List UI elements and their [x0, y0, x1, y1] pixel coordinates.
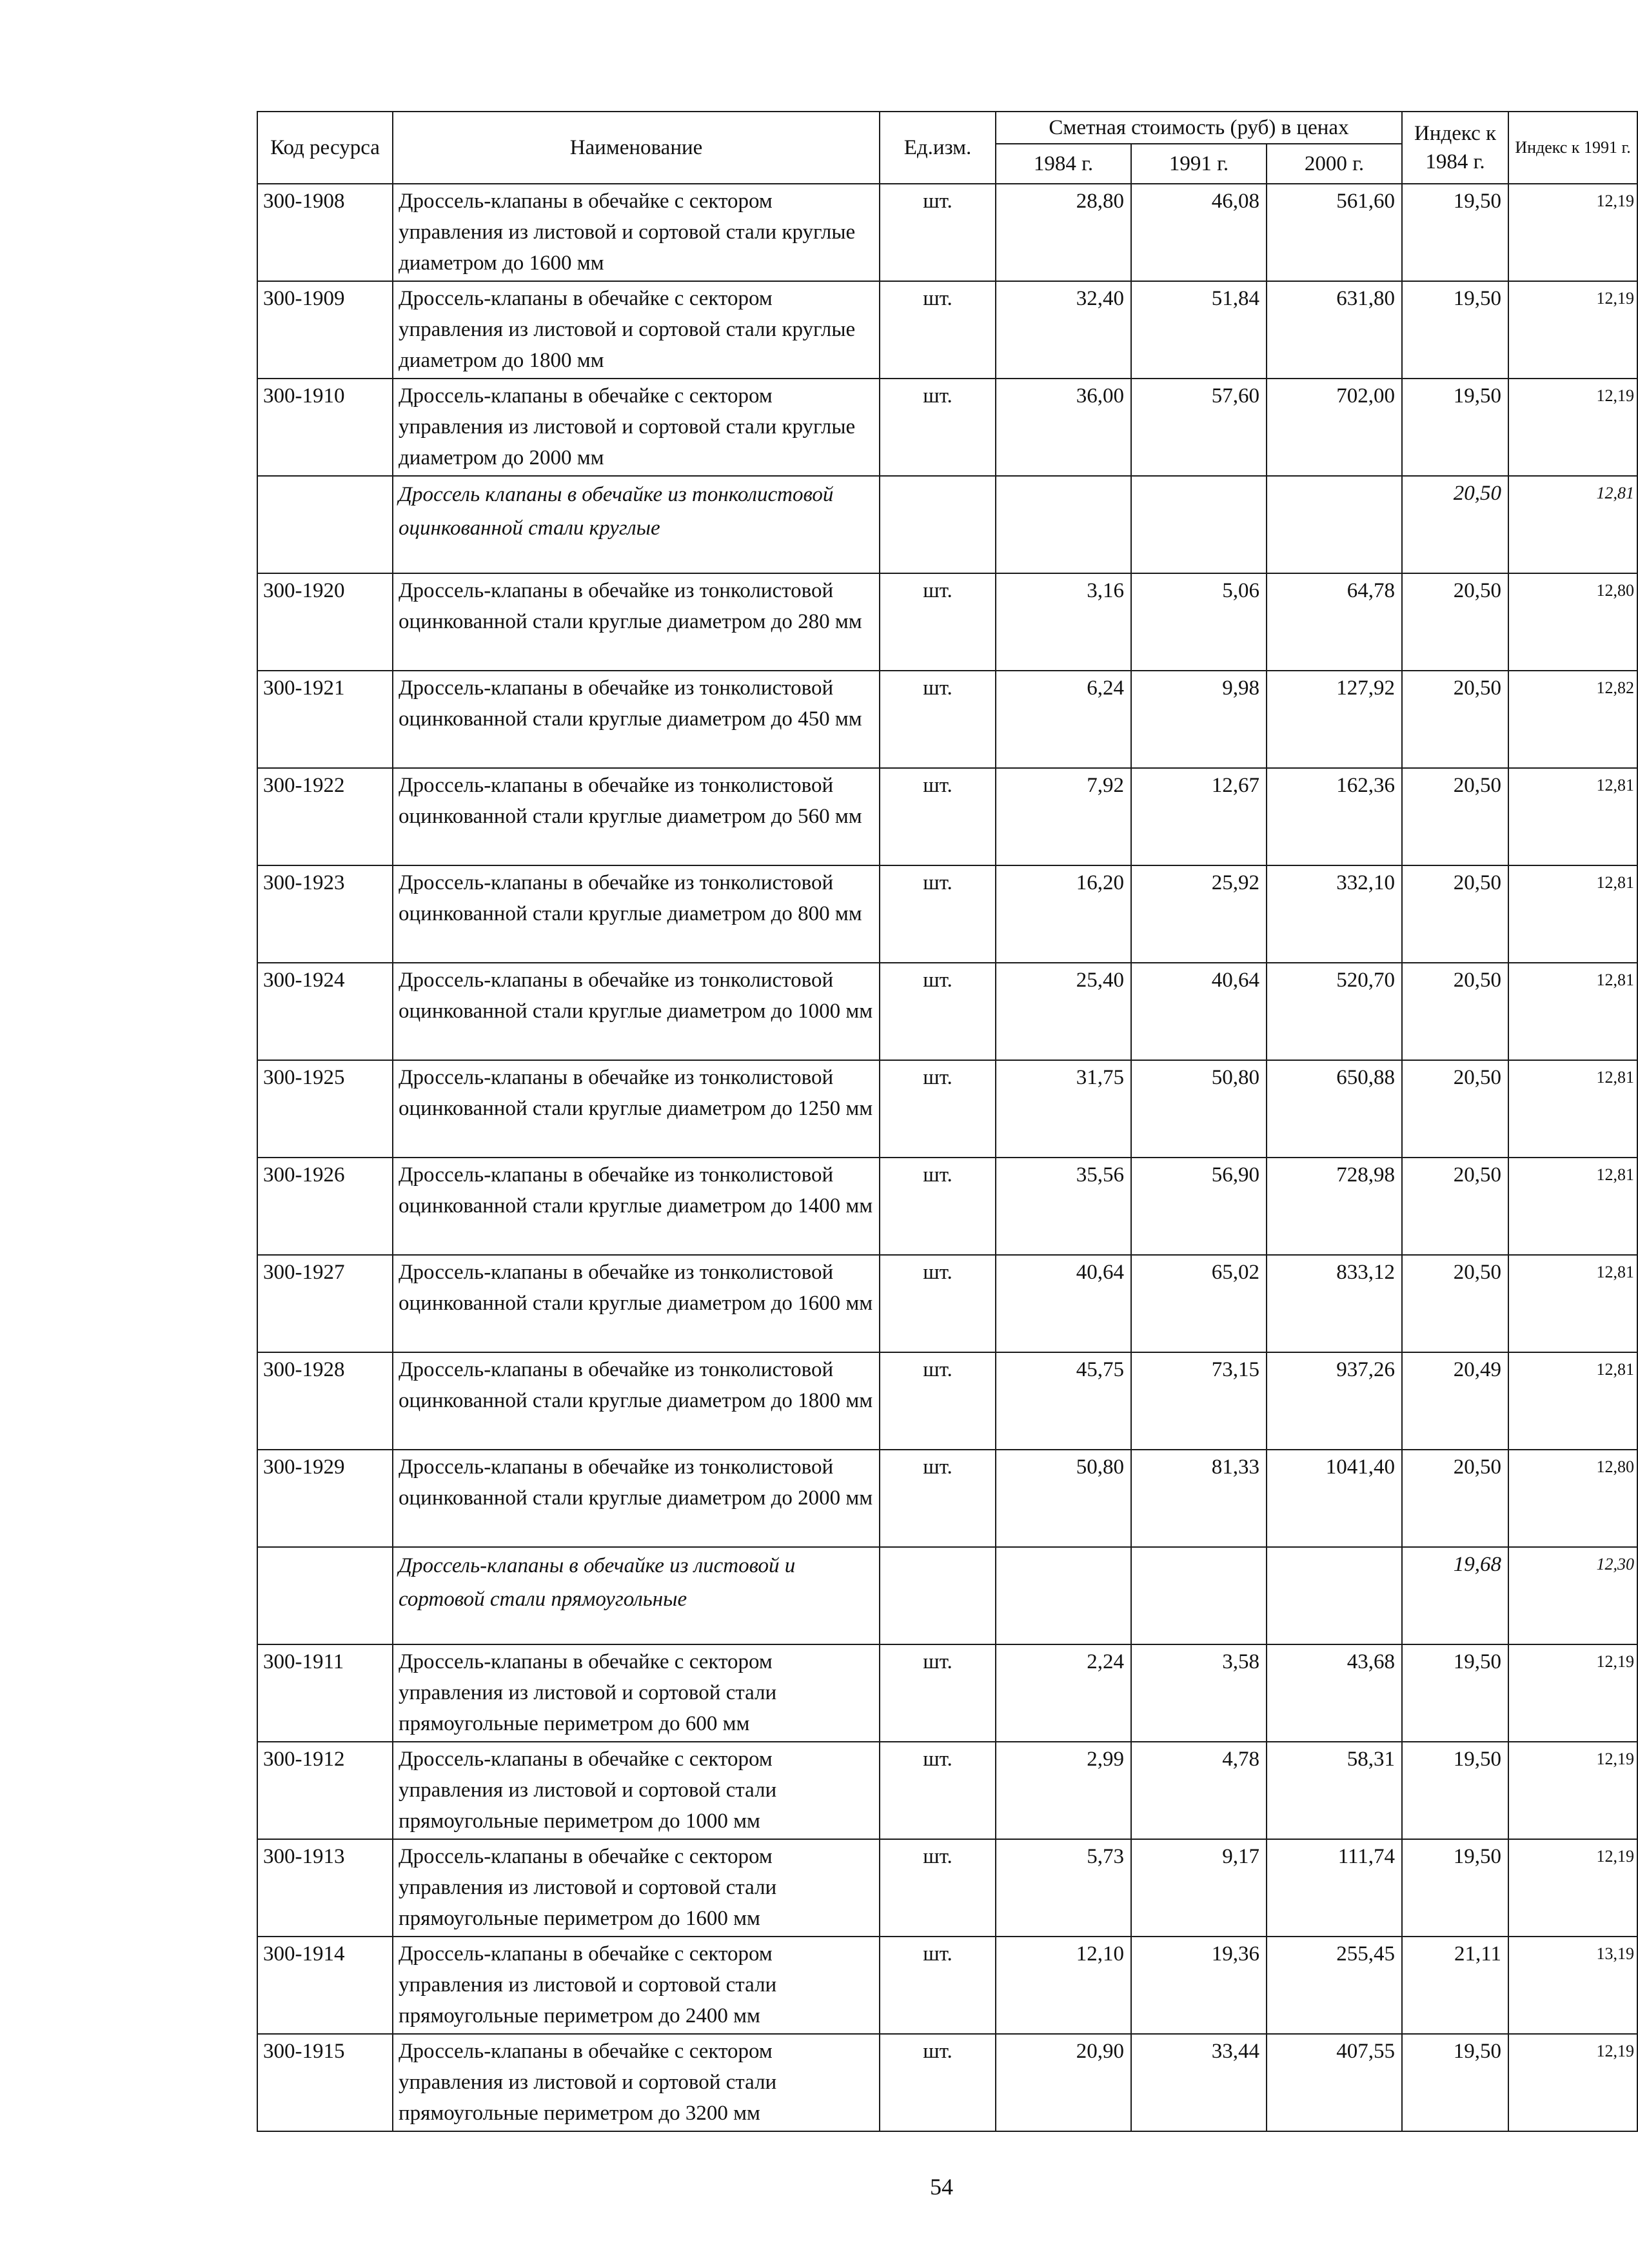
table-row	[257, 1839, 1637, 1937]
header-year-1984: 1984 г.	[996, 144, 1131, 184]
unit-cell: шт.	[880, 281, 996, 379]
resource-code-cell: 300-1920	[257, 573, 393, 671]
index-1984-cell: 20,50	[1402, 476, 1508, 573]
table-row	[257, 768, 1637, 865]
table-row	[257, 2034, 1637, 2131]
cost-1991-cell: 3,58	[1131, 1644, 1267, 1742]
resource-name-cell: Дроссель-клапаны в обечайке с сектором управления из листовой и сортовой стали круглые диаметром до 1800 мм	[393, 281, 880, 379]
resource-code-cell: 300-1926	[257, 1158, 393, 1255]
cost-2000-cell: 407,55	[1267, 2034, 1402, 2131]
cost-2000-cell	[1267, 1547, 1402, 1644]
cost-1984-cell: 45,75	[996, 1352, 1131, 1450]
resource-code-cell: 300-1908	[257, 184, 393, 281]
cost-1991-cell: 9,17	[1131, 1839, 1267, 1937]
table-row	[257, 379, 1637, 476]
table-body	[257, 184, 1637, 2131]
header-code: Код ресурса	[257, 112, 393, 184]
index-1991-cell: 12,81	[1508, 1158, 1637, 1255]
table-row	[257, 671, 1637, 768]
table-row	[257, 1158, 1637, 1255]
index-1991-cell: 12,81	[1508, 963, 1637, 1060]
resource-code-cell	[257, 1547, 393, 1644]
index-1991-cell: 12,80	[1508, 573, 1637, 671]
unit-cell	[880, 476, 996, 573]
resource-code-cell: 300-1909	[257, 281, 393, 379]
cost-1991-cell: 9,98	[1131, 671, 1267, 768]
cost-1991-cell: 40,64	[1131, 963, 1267, 1060]
cost-2000-cell: 728,98	[1267, 1158, 1402, 1255]
cost-1984-cell: 50,80	[996, 1450, 1131, 1547]
table-row	[257, 1450, 1637, 1547]
unit-cell: шт.	[880, 1352, 996, 1450]
cost-2000-cell: 833,12	[1267, 1255, 1402, 1352]
cost-2000-cell: 1041,40	[1267, 1450, 1402, 1547]
resource-name-cell: Дроссель-клапаны в обечайке из листовой и сортовой стали прямоугольные	[393, 1547, 880, 1644]
cost-1984-cell: 28,80	[996, 184, 1131, 281]
index-1984-cell: 20,50	[1402, 1255, 1508, 1352]
cost-1984-cell	[996, 476, 1131, 573]
resource-name-cell: Дроссель-клапаны в обечайке с сектором управления из листовой и сортовой стали прямоугольные периметром до 1600 мм	[393, 1839, 880, 1937]
index-1991-cell: 12,19	[1508, 281, 1637, 379]
index-1984-cell: 20,50	[1402, 1450, 1508, 1547]
resource-code-cell: 300-1914	[257, 1937, 393, 2034]
header-year-2000: 2000 г.	[1267, 144, 1402, 184]
index-1984-cell: 20,50	[1402, 963, 1508, 1060]
index-1991-cell: 12,81	[1508, 1352, 1637, 1450]
page-number: 54	[930, 2174, 953, 2200]
resource-code-cell: 300-1913	[257, 1839, 393, 1937]
index-1984-cell: 21,11	[1402, 1937, 1508, 2034]
cost-1984-cell: 36,00	[996, 379, 1131, 476]
cost-1991-cell: 4,78	[1131, 1742, 1267, 1839]
table-row	[257, 1742, 1637, 1839]
resource-name-cell: Дроссель-клапаны в обечайке из тонколистовой оцинкованной стали круглые диаметром до 560 мм	[393, 768, 880, 865]
index-1984-cell: 20,50	[1402, 865, 1508, 963]
resource-code-cell: 300-1927	[257, 1255, 393, 1352]
cost-2000-cell: 631,80	[1267, 281, 1402, 379]
index-1991-cell: 12,81	[1508, 768, 1637, 865]
table-row	[257, 1060, 1637, 1158]
cost-1984-cell: 31,75	[996, 1060, 1131, 1158]
unit-cell: шт.	[880, 963, 996, 1060]
unit-cell: шт.	[880, 184, 996, 281]
cost-1991-cell: 5,06	[1131, 573, 1267, 671]
price-table	[257, 111, 1638, 2132]
cost-1984-cell: 32,40	[996, 281, 1131, 379]
cost-1984-cell: 3,16	[996, 573, 1131, 671]
cost-2000-cell: 127,92	[1267, 671, 1402, 768]
cost-2000-cell: 58,31	[1267, 1742, 1402, 1839]
unit-cell: шт.	[880, 1158, 996, 1255]
cost-1984-cell	[996, 1547, 1131, 1644]
cost-1984-cell: 6,24	[996, 671, 1131, 768]
cost-2000-cell: 43,68	[1267, 1644, 1402, 1742]
unit-cell: шт.	[880, 2034, 996, 2131]
resource-code-cell: 300-1929	[257, 1450, 393, 1547]
index-1991-cell: 12,19	[1508, 2034, 1637, 2131]
unit-cell: шт.	[880, 379, 996, 476]
index-1991-cell: 12,80	[1508, 1450, 1637, 1547]
cost-1984-cell: 2,99	[996, 1742, 1131, 1839]
cost-1991-cell: 56,90	[1131, 1158, 1267, 1255]
table-row	[257, 1352, 1637, 1450]
cost-2000-cell: 520,70	[1267, 963, 1402, 1060]
group-row	[257, 476, 1637, 573]
index-1991-cell: 13,19	[1508, 1937, 1637, 2034]
resource-name-cell: Дроссель-клапаны в обечайке из тонколистовой оцинкованной стали круглые диаметром до 450 мм	[393, 671, 880, 768]
table-row	[257, 184, 1637, 281]
header-year-1991: 1991 г.	[1131, 144, 1267, 184]
index-1984-cell: 19,50	[1402, 1742, 1508, 1839]
cost-2000-cell: 702,00	[1267, 379, 1402, 476]
unit-cell: шт.	[880, 865, 996, 963]
index-1984-cell: 19,50	[1402, 1839, 1508, 1937]
cost-2000-cell: 332,10	[1267, 865, 1402, 963]
index-1984-cell: 20,50	[1402, 573, 1508, 671]
table-row	[257, 1937, 1637, 2034]
index-1991-cell: 12,81	[1508, 476, 1637, 573]
unit-cell: шт.	[880, 1060, 996, 1158]
resource-name-cell: Дроссель-клапаны в обечайке из тонколистовой оцинкованной стали круглые диаметром до 2000 мм	[393, 1450, 880, 1547]
cost-1984-cell: 12,10	[996, 1937, 1131, 2034]
resource-code-cell: 300-1922	[257, 768, 393, 865]
cost-1984-cell: 2,24	[996, 1644, 1131, 1742]
index-1991-cell: 12,19	[1508, 184, 1637, 281]
index-1991-cell: 12,19	[1508, 1742, 1637, 1839]
cost-1984-cell: 5,73	[996, 1839, 1131, 1937]
index-1991-cell: 12,81	[1508, 1255, 1637, 1352]
cost-1991-cell: 33,44	[1131, 2034, 1267, 2131]
group-row	[257, 1547, 1637, 1644]
resource-code-cell: 300-1911	[257, 1644, 393, 1742]
resource-name-cell: Дроссель-клапаны в обечайке из тонколистовой оцинкованной стали круглые диаметром до 1400 мм	[393, 1158, 880, 1255]
index-1984-cell: 20,49	[1402, 1352, 1508, 1450]
resource-code-cell: 300-1924	[257, 963, 393, 1060]
table-row	[257, 865, 1637, 963]
cost-1984-cell: 16,20	[996, 865, 1131, 963]
cost-1991-cell: 81,33	[1131, 1450, 1267, 1547]
index-1984-cell: 19,50	[1402, 379, 1508, 476]
cost-2000-cell: 937,26	[1267, 1352, 1402, 1450]
resource-name-cell: Дроссель-клапаны в обечайке из тонколистовой оцинкованной стали круглые диаметром до 1000 мм	[393, 963, 880, 1060]
resource-code-cell: 300-1921	[257, 671, 393, 768]
unit-cell: шт.	[880, 1742, 996, 1839]
resource-code-cell	[257, 476, 393, 573]
resource-name-cell: Дроссель-клапаны в обечайке с сектором управления из листовой и сортовой стали прямоугольные периметром до 1000 мм	[393, 1742, 880, 1839]
index-1991-cell: 12,81	[1508, 1060, 1637, 1158]
header-index-1991: Индекс к 1991 г.	[1508, 112, 1637, 184]
resource-name-cell: Дроссель-клапаны в обечайке с сектором управления из листовой и сортовой стали прямоугольные периметром до 3200 мм	[393, 2034, 880, 2131]
resource-code-cell: 300-1915	[257, 2034, 393, 2131]
header-name: Наименование	[393, 112, 880, 184]
unit-cell: шт.	[880, 671, 996, 768]
resource-name-cell: Дроссель-клапаны в обечайке из тонколистовой оцинкованной стали круглые диаметром до 280 мм	[393, 573, 880, 671]
resource-name-cell: Дроссель-клапаны в обечайке с сектором управления из листовой и сортовой стали прямоугольные периметром до 600 мм	[393, 1644, 880, 1742]
index-1984-cell: 20,50	[1402, 768, 1508, 865]
cost-1984-cell: 20,90	[996, 2034, 1131, 2131]
table-row	[257, 963, 1637, 1060]
unit-cell: шт.	[880, 1450, 996, 1547]
cost-1991-cell: 73,15	[1131, 1352, 1267, 1450]
cost-1984-cell: 7,92	[996, 768, 1131, 865]
cost-1991-cell: 25,92	[1131, 865, 1267, 963]
cost-2000-cell: 111,74	[1267, 1839, 1402, 1937]
cost-2000-cell	[1267, 476, 1402, 573]
resource-code-cell: 300-1925	[257, 1060, 393, 1158]
resource-name-cell: Дроссель клапаны в обечайке из тонколистовой оцинкованной стали круглые	[393, 476, 880, 573]
resource-code-cell: 300-1928	[257, 1352, 393, 1450]
index-1984-cell: 19,50	[1402, 184, 1508, 281]
resource-name-cell: Дроссель-клапаны в обечайке из тонколистовой оцинкованной стали круглые диаметром до 1600 мм	[393, 1255, 880, 1352]
cost-1991-cell: 51,84	[1131, 281, 1267, 379]
cost-1991-cell	[1131, 1547, 1267, 1644]
resource-name-cell: Дроссель-клапаны в обечайке из тонколистовой оцинкованной стали круглые диаметром до 1250 мм	[393, 1060, 880, 1158]
cost-1991-cell: 65,02	[1131, 1255, 1267, 1352]
header-index-1984: Индекс к 1984 г.	[1402, 112, 1508, 184]
resource-code-cell: 300-1910	[257, 379, 393, 476]
index-1991-cell: 12,30	[1508, 1547, 1637, 1644]
cost-1984-cell: 25,40	[996, 963, 1131, 1060]
header-cost-group: Сметная стоимость (руб) в ценах	[996, 112, 1402, 144]
index-1991-cell: 12,82	[1508, 671, 1637, 768]
unit-cell: шт.	[880, 1644, 996, 1742]
index-1991-cell: 12,81	[1508, 865, 1637, 963]
resource-name-cell: Дроссель-клапаны в обечайке с сектором управления из листовой и сортовой стали круглые диаметром до 1600 мм	[393, 184, 880, 281]
cost-1991-cell	[1131, 476, 1267, 573]
cost-1991-cell: 57,60	[1131, 379, 1267, 476]
table-row	[257, 573, 1637, 671]
table-row	[257, 281, 1637, 379]
table-header	[257, 112, 1637, 184]
cost-1984-cell: 40,64	[996, 1255, 1131, 1352]
cost-1991-cell: 46,08	[1131, 184, 1267, 281]
resource-name-cell: Дроссель-клапаны в обечайке с сектором управления из листовой и сортовой стали прямоугольные периметром до 2400 мм	[393, 1937, 880, 2034]
cost-1991-cell: 50,80	[1131, 1060, 1267, 1158]
resource-code-cell: 300-1923	[257, 865, 393, 963]
index-1984-cell: 20,50	[1402, 1060, 1508, 1158]
cost-2000-cell: 162,36	[1267, 768, 1402, 865]
index-1991-cell: 12,19	[1508, 1839, 1637, 1937]
table-row	[257, 1255, 1637, 1352]
cost-2000-cell: 650,88	[1267, 1060, 1402, 1158]
index-1984-cell: 19,50	[1402, 281, 1508, 379]
resource-name-cell: Дроссель-клапаны в обечайке из тонколистовой оцинкованной стали круглые диаметром до 800 мм	[393, 865, 880, 963]
index-1984-cell: 20,50	[1402, 1158, 1508, 1255]
unit-cell: шт.	[880, 1937, 996, 2034]
unit-cell: шт.	[880, 1255, 996, 1352]
table-row	[257, 1644, 1637, 1742]
cost-2000-cell: 255,45	[1267, 1937, 1402, 2034]
index-1984-cell: 19,50	[1402, 1644, 1508, 1742]
unit-cell	[880, 1547, 996, 1644]
cost-1991-cell: 12,67	[1131, 768, 1267, 865]
unit-cell: шт.	[880, 768, 996, 865]
unit-cell: шт.	[880, 573, 996, 671]
index-1984-cell: 20,50	[1402, 671, 1508, 768]
index-1991-cell: 12,19	[1508, 1644, 1637, 1742]
index-1984-cell: 19,50	[1402, 2034, 1508, 2131]
cost-2000-cell: 64,78	[1267, 573, 1402, 671]
cost-2000-cell: 561,60	[1267, 184, 1402, 281]
resource-code-cell: 300-1912	[257, 1742, 393, 1839]
resource-name-cell: Дроссель-клапаны в обечайке с сектором управления из листовой и сортовой стали круглые диаметром до 2000 мм	[393, 379, 880, 476]
resource-name-cell: Дроссель-клапаны в обечайке из тонколистовой оцинкованной стали круглые диаметром до 1800 мм	[393, 1352, 880, 1450]
index-1991-cell: 12,19	[1508, 379, 1637, 476]
unit-cell: шт.	[880, 1839, 996, 1937]
header-unit: Ед.изм.	[880, 112, 996, 184]
cost-1991-cell: 19,36	[1131, 1937, 1267, 2034]
cost-1984-cell: 35,56	[996, 1158, 1131, 1255]
index-1984-cell: 19,68	[1402, 1547, 1508, 1644]
